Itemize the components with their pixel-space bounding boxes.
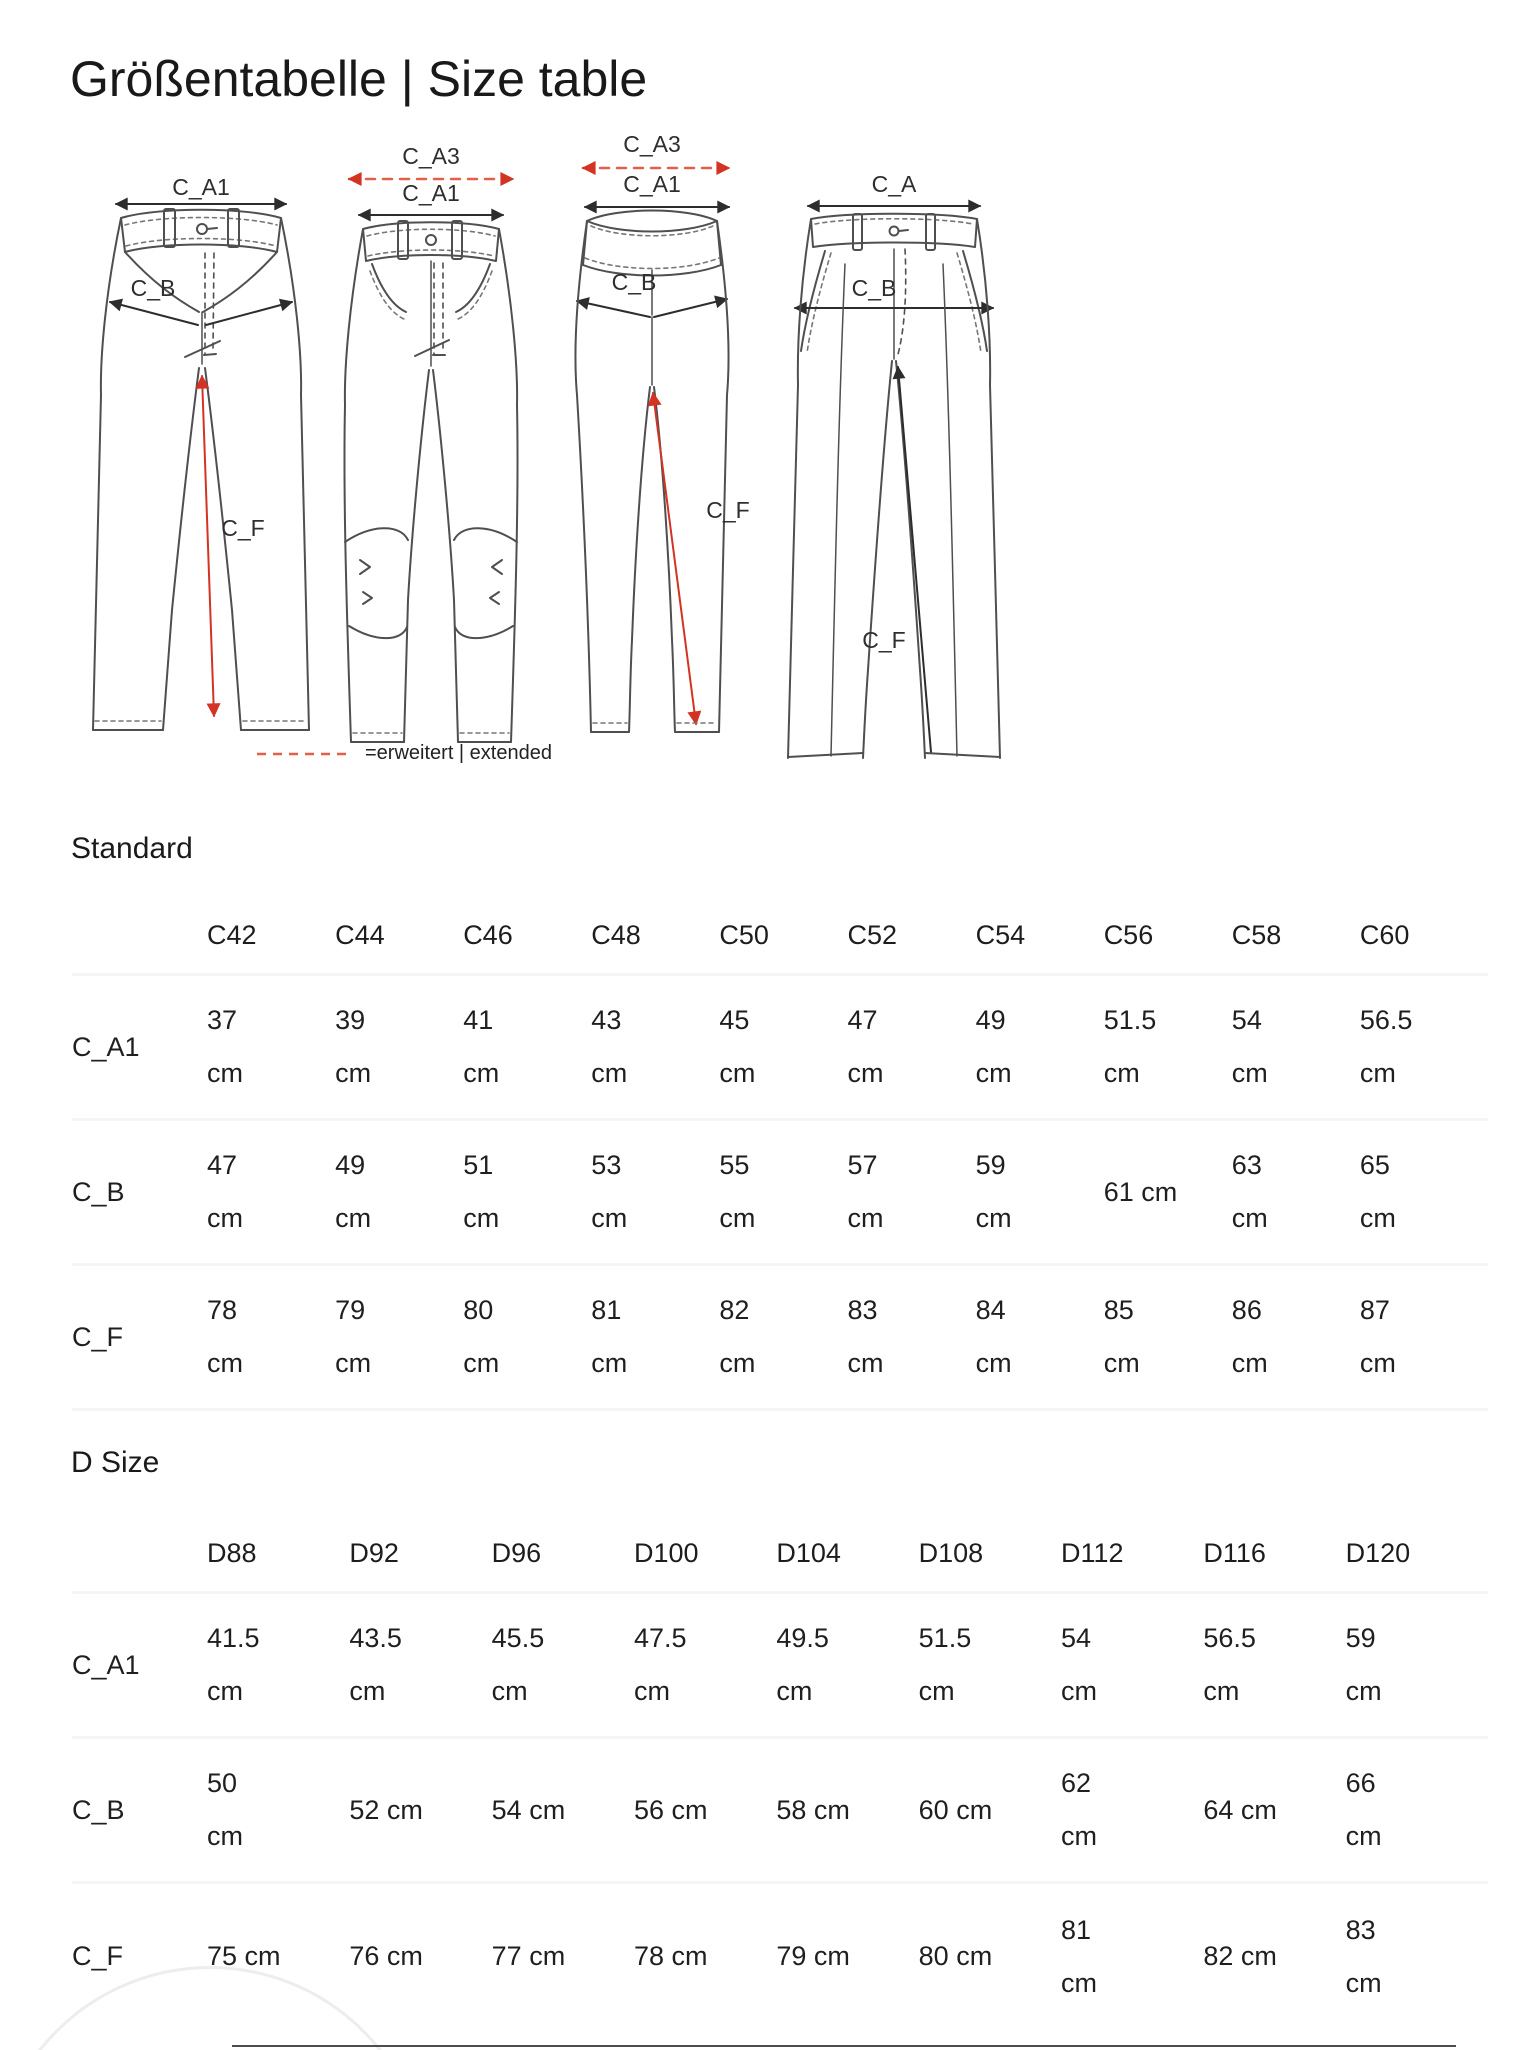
cell-line: 51 (463, 1150, 494, 1180)
cell-line: cm (975, 1348, 1012, 1378)
inner-seam (433, 370, 458, 742)
size-cell (463, 976, 591, 1121)
row-label: C_F (72, 1941, 124, 1971)
hem (788, 753, 863, 757)
cell-line: cm (847, 1348, 884, 1378)
cb-arrow (654, 299, 727, 317)
size-cell (976, 976, 1104, 1121)
cell-line: 59 (1345, 1623, 1376, 1653)
outer-seam (575, 221, 591, 732)
cb-arrow (577, 301, 650, 317)
size-cell (1061, 1739, 1203, 1884)
inner-seam (404, 370, 429, 742)
cb-arrow (110, 302, 198, 325)
inner-seam (863, 361, 892, 758)
column-header: D108 (919, 1516, 1061, 1594)
column-header: C56 (1104, 898, 1232, 976)
cell-line: 80 cm (918, 1941, 993, 1971)
size-cell (207, 976, 335, 1121)
cell-line: cm (847, 1203, 884, 1233)
size-cell (1203, 1594, 1345, 1739)
cell-line: 43 (591, 1005, 622, 1035)
cell-line: cm (1231, 1203, 1268, 1233)
size-cell (492, 1594, 634, 1739)
cell-line: 76 cm (349, 1941, 423, 1971)
cell-line: cm (335, 1348, 372, 1378)
measure-label-ca3: C_A3 (623, 131, 681, 157)
row-label: C_B (72, 1739, 207, 1884)
size-cell (207, 1739, 349, 1884)
section-heading-standard: Standard (71, 832, 193, 865)
standard-size-table (72, 898, 1488, 1411)
inner-seam (629, 387, 650, 732)
knee-patch-seam (349, 626, 407, 638)
cell-line: 49.5 (776, 1623, 829, 1653)
cell-line: cm (1203, 1676, 1240, 1706)
outer-seam (93, 218, 121, 730)
pant-front-leggings (575, 131, 749, 732)
size-cell (591, 976, 719, 1121)
size-cell (463, 1121, 591, 1266)
cell-line: cm (349, 1676, 386, 1706)
d-size-table (72, 1516, 1488, 2029)
cell-line: cm (1103, 1058, 1140, 1088)
cell-line: 60 cm (918, 1794, 993, 1825)
cell-line: cm (207, 1676, 243, 1706)
measure-label-ca3: C_A3 (402, 143, 460, 169)
pants-diagram-svg (0, 100, 1518, 780)
cell-line: cm (918, 1676, 955, 1706)
outer-seam (281, 218, 309, 730)
cell-line: cm (207, 1348, 243, 1378)
cell-line: cm (207, 1058, 243, 1088)
cell-line: 51.5 (918, 1623, 972, 1653)
pants-measurement-diagram (0, 100, 1518, 780)
legend-dashed-line (255, 747, 355, 761)
size-cell (1061, 1594, 1203, 1739)
cell-line: cm (207, 1821, 243, 1851)
cell-line: cm (847, 1058, 884, 1088)
cell-line: 63 (1231, 1150, 1262, 1180)
cell-line: cm (719, 1058, 756, 1088)
cell-line: cm (975, 1203, 1012, 1233)
cell-line: cm (719, 1348, 756, 1378)
crease-line (831, 264, 845, 756)
column-header: C46 (463, 898, 591, 976)
cell-line: cm (975, 1058, 1012, 1088)
cell-line: 79 (335, 1295, 366, 1325)
size-cell (919, 1594, 1061, 1739)
cell-line: 43.5 (349, 1623, 402, 1653)
column-header: C44 (335, 898, 463, 976)
cb-arrow (206, 302, 292, 325)
knee-patch-seam (455, 626, 513, 638)
size-cell (1104, 976, 1232, 1121)
measure-label-cb: C_B (611, 269, 657, 295)
cell-line: 84 (975, 1295, 1006, 1325)
cell-line: cm (633, 1676, 670, 1706)
size-cell (1232, 1266, 1360, 1411)
size-cell (492, 1739, 634, 1884)
button (890, 227, 899, 236)
cell-line: 86 (1231, 1295, 1262, 1325)
size-cell (634, 1739, 776, 1884)
size-cell (349, 1739, 491, 1884)
size-cell (976, 1121, 1104, 1266)
cell-line: 77 cm (491, 1941, 566, 1971)
size-cell (719, 976, 847, 1121)
measure-label-cb: C_B (130, 275, 176, 301)
corner-cell (72, 1516, 207, 1594)
cell-line: 61 cm (1103, 1176, 1178, 1207)
belt-loop (398, 221, 408, 259)
column-header: C50 (719, 898, 847, 976)
cell-line: 59 (975, 1150, 1006, 1180)
cell-line: 51.5 (1103, 1005, 1157, 1035)
waist-opening (587, 211, 717, 222)
cell-line: cm (463, 1058, 500, 1088)
cell-line: 87 (1359, 1295, 1390, 1325)
column-header: D120 (1346, 1516, 1488, 1594)
inner-seam (163, 368, 199, 730)
cell-line: 66 (1345, 1768, 1376, 1798)
row-label: C_A1 (72, 976, 207, 1121)
inner-seam (896, 361, 925, 758)
column-header: C58 (1232, 898, 1360, 976)
cell-line: 55 (719, 1150, 750, 1180)
cell-line: 56.5 (1359, 1005, 1413, 1035)
size-cell (207, 1121, 335, 1266)
fly-stitch (897, 249, 906, 358)
section-heading-d-size: D Size (71, 1446, 160, 1479)
cell-line: 83 (1345, 1914, 1376, 1945)
cell-line: 54 (1231, 1005, 1262, 1035)
cell-line: 58 cm (776, 1794, 850, 1825)
cell-line: 57 (847, 1150, 878, 1180)
cell-line: 39 (335, 1005, 366, 1035)
outer-seam (788, 219, 811, 758)
size-cell (1232, 1121, 1360, 1266)
column-header: D96 (492, 1516, 634, 1594)
cell-line: cm (463, 1203, 500, 1233)
measure-label-ca1: C_A1 (172, 174, 230, 200)
column-header: D100 (634, 1516, 776, 1594)
outer-seam (977, 219, 1000, 758)
outer-seam (499, 229, 518, 742)
crotch-mark (415, 340, 449, 356)
page-title: Größentabelle | Size table (70, 51, 648, 107)
cell-line: 79 cm (776, 1941, 850, 1971)
cell-line: cm (207, 1203, 243, 1233)
measure-label-ca1: C_A1 (402, 180, 460, 206)
size-cell (463, 1266, 591, 1411)
column-header: D104 (776, 1516, 918, 1594)
column-header: C42 (207, 898, 335, 976)
size-cell (848, 1266, 976, 1411)
cell-line: 62 (1060, 1768, 1092, 1798)
cell-line: 83 (847, 1295, 878, 1325)
measure-label-cf: C_F (221, 515, 265, 541)
size-cell (207, 1594, 349, 1739)
cell-line: 80 (463, 1295, 494, 1325)
size-cell (719, 1266, 847, 1411)
cell-line: 47 (207, 1150, 238, 1180)
cell-line: cm (335, 1058, 372, 1088)
size-cell (349, 1884, 491, 2029)
outer-seam (344, 229, 363, 742)
cell-line: cm (591, 1348, 628, 1378)
size-cell (591, 1121, 719, 1266)
outer-seam (717, 221, 729, 732)
size-cell (335, 1266, 463, 1411)
inner-seam (205, 368, 241, 730)
size-cell (1061, 1884, 1203, 2029)
belt-loop (228, 209, 239, 247)
cell-line: cm (1231, 1348, 1268, 1378)
size-cell (1360, 976, 1488, 1121)
corner-cell (72, 898, 207, 976)
cell-line: 56.5 (1203, 1623, 1256, 1653)
cell-line: cm (591, 1058, 628, 1088)
size-cell (207, 1266, 335, 1411)
belt-loop (452, 221, 462, 259)
size-cell (848, 1121, 976, 1266)
size-cell (1346, 1594, 1488, 1739)
cell-line: 50 (207, 1768, 238, 1798)
cell-line: cm (491, 1676, 528, 1706)
legend-text: =erweitert | extended (365, 742, 552, 764)
column-header: D112 (1061, 1516, 1203, 1594)
size-cell (1346, 1739, 1488, 1884)
cell-line: cm (1345, 1821, 1382, 1851)
knee-patch-seam (345, 528, 408, 542)
size-cell (335, 976, 463, 1121)
cell-line: 75 cm (207, 1941, 281, 1971)
measure-label-ca: C_A (871, 171, 917, 197)
size-cell (1104, 1121, 1232, 1266)
size-cell (776, 1594, 918, 1739)
size-cell (634, 1884, 776, 2029)
cell-line: 85 (1103, 1295, 1134, 1325)
cell-line: cm (1345, 1676, 1382, 1706)
cell-line: cm (776, 1676, 813, 1706)
cell-line: cm (1359, 1203, 1396, 1233)
cell-line: 53 (591, 1150, 622, 1180)
belt-loop (164, 209, 175, 247)
legend (255, 742, 552, 765)
size-cell (1346, 1884, 1488, 2029)
size-cell (1360, 1121, 1488, 1266)
column-header: D116 (1203, 1516, 1345, 1594)
measure-label-ca1: C_A1 (623, 171, 681, 197)
waistband (121, 210, 281, 252)
size-cell (335, 1121, 463, 1266)
cell-line: 41.5 (207, 1623, 260, 1653)
cell-line: 78 (207, 1295, 238, 1325)
row-label: C_B (72, 1121, 207, 1266)
pant-front-jeans (93, 174, 309, 730)
size-cell (976, 1266, 1104, 1411)
size-cell (919, 1739, 1061, 1884)
column-header: C48 (591, 898, 719, 976)
column-header: D92 (349, 1516, 491, 1594)
cell-line: 81 (591, 1295, 622, 1325)
cell-line: 81 (1060, 1914, 1092, 1945)
cell-line: 54 (1060, 1623, 1092, 1653)
cell-line: cm (1060, 1676, 1097, 1706)
bottom-divider (232, 2045, 1456, 2047)
cell-line: cm (1359, 1348, 1396, 1378)
measure-label-cf: C_F (706, 497, 750, 523)
cell-line: cm (1345, 1967, 1382, 1998)
size-cell (492, 1884, 634, 2029)
size-cell (349, 1594, 491, 1739)
cell-line: 47.5 (633, 1623, 687, 1653)
cf-arrow-red (653, 393, 696, 724)
column-header: D88 (207, 1516, 349, 1594)
cell-line: cm (1359, 1058, 1396, 1088)
size-cell (1104, 1266, 1232, 1411)
column-header: C52 (848, 898, 976, 976)
cell-line: cm (1060, 1821, 1097, 1851)
button (197, 224, 207, 234)
size-cell (1203, 1884, 1345, 2029)
cell-line: 45 (719, 1005, 750, 1035)
cell-line: 54 cm (491, 1794, 566, 1825)
cell-line: 52 cm (349, 1794, 423, 1825)
size-cell (776, 1739, 918, 1884)
cell-line: 78 cm (633, 1941, 708, 1971)
button (426, 235, 436, 245)
size-cell (634, 1594, 776, 1739)
cf-arrow (898, 367, 931, 752)
pant-front-workwear (344, 143, 517, 742)
waistband (363, 222, 499, 261)
size-cell (1203, 1739, 1345, 1884)
column-header: C60 (1360, 898, 1488, 976)
size-cell (1232, 976, 1360, 1121)
size-cell (848, 976, 976, 1121)
size-cell (591, 1266, 719, 1411)
cell-line: cm (719, 1203, 756, 1233)
cell-line: 49 (975, 1005, 1006, 1035)
cell-line: cm (591, 1203, 628, 1233)
cell-line: 82 cm (1203, 1941, 1277, 1971)
cell-line: cm (1060, 1967, 1097, 1998)
column-header: C54 (976, 898, 1104, 976)
cell-line: 56 cm (633, 1794, 708, 1825)
cell-line: 64 cm (1203, 1794, 1277, 1825)
inner-seam (654, 387, 675, 732)
cell-line: cm (463, 1348, 500, 1378)
cell-line: 82 (719, 1295, 750, 1325)
row-label: C_F (72, 1266, 207, 1411)
crease-line (943, 264, 957, 756)
measure-label-cf: C_F (862, 627, 906, 653)
cell-line: cm (1103, 1348, 1140, 1378)
size-cell (1360, 1266, 1488, 1411)
cell-line: cm (1231, 1058, 1268, 1088)
knee-patch-seam (454, 528, 517, 542)
cell-line: 41 (463, 1005, 494, 1035)
size-cell (919, 1884, 1061, 2029)
cell-line: 65 (1359, 1150, 1390, 1180)
size-cell (776, 1884, 918, 2029)
cell-line: cm (335, 1203, 372, 1233)
measure-label-cb: C_B (851, 275, 897, 301)
row-label: C_A1 (72, 1594, 207, 1739)
cell-line: 49 (335, 1150, 366, 1180)
hem (925, 753, 1000, 757)
size-cell (719, 1121, 847, 1266)
cell-line: 47 (847, 1005, 878, 1035)
cell-line: 37 (207, 1005, 238, 1035)
pant-front-dress (788, 171, 1000, 758)
cell-line: 45.5 (491, 1623, 545, 1653)
